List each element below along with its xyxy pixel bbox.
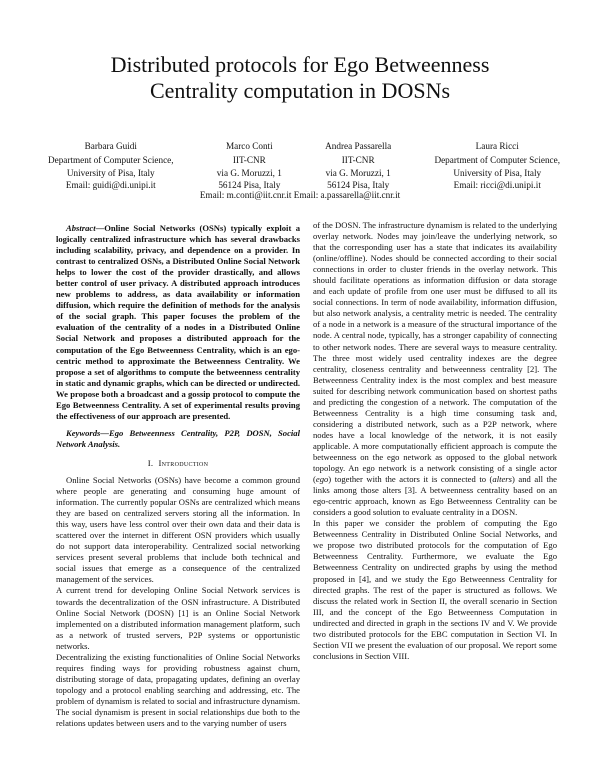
author-affiliation: Department of Computer Science, — [48, 154, 174, 165]
author-address: 56124 Pisa, Italy — [327, 180, 390, 191]
author-affiliation: Department of Computer Science, — [434, 154, 560, 165]
abstract-label: Abstract — [66, 223, 96, 233]
alters-term: alters — [492, 474, 512, 485]
author-institution: University of Pisa, Italy — [453, 167, 542, 178]
author-conti — [217, 140, 282, 192]
intro-paragraph-1: Online Social Networks (OSNs) have become a common ground where people are generating and consuming huge amount of information. The currently popular OSNs are centralized which means they are based on centralized servers storing all the information. In this way, users have less control over their own data and their data is scattered over the internet in different OSN providers which usually do not support data interoperability. Centralized social networking services present several problems that include both technical and social issues that emerge as a consequence of the centralized management of the services. — [56, 474, 300, 585]
section-heading — [56, 458, 300, 469]
right-text-a: of the DOSN. The infrastructure dynamism is related to the underlying overlay network. Nodes may join/leave the underlying network, so that the corresponding user has a state that indicates its availability (online/offline). Nodes should be connected according to their social connections in order to cluster friends in the overlay network. This should facilitate operations as information diffusion or data storage and each update of profile from one user must be diffused to all its social connections. In term of node availability, information diffusion, but also network analysis, a centrality metric is needed. The centrality of a node in a network is a measure of the structural importance of the node. A central node, typically, has a stronger capability of connecting to other network nodes. There are several ways to measure centrality. The three most widely used centrality indexes are the degree centrality, closeness centrality and betweenness centrality [2]. The Betweenness Centrality index is the most complex and best measure suited for describing network communication based on shortest paths and predicting the congestion of a network. The computation of the Betweenness Centrality is a high time consuming task and, considering a distributed network, such as a P2P network, where nodes have a local knowledge of the network, it is not easily applicable. A more computationally efficient approach is compute the betweenness on the ego network as opposed to the global network topology. An ego network is a network consisting of a single actor ( — [313, 220, 557, 485]
intro-paragraph-3: Decentralizing the existing functionalities of Online Social Networks requires finding ways for providing robustness against churn, distributing storage of data, propagating updates, defining an overlay topology and a protocol enabling searching and addressing, etc. The problem of dynamism is related to social and infrastructure dynamism. The social dynamism is present in social relationships due both to the relations updates between users and to the varying number of users — [56, 651, 300, 729]
author-affiliation: IIT-CNR — [341, 154, 375, 165]
title-line-2: Centrality computation in DOSNs — [149, 78, 451, 103]
author-institution: via G. Moruzzi, 1 — [216, 167, 282, 178]
title-line-1: Distributed protocols for Ego Betweenness — [110, 52, 490, 77]
right-paragraph-2: In this paper we consider the problem of computing the Ego Betweenness Centrality in Distributed Online Social Networks, and we propose two distributed protocols for the computation of Ego Betweenness Centrality. Furthermore, we evaluate the Ego Betweenness Centrality on undirected graphs by using the method proposed in [4], and we study the Ego Betweenness Centrality for directed graphs. The rest of the paper is structured as follows. We discuss the related work in Section II, the overall scenario in Section III, and the concept of the Ego Betweenness Computation in undirected and directed in graph in the sections IV and V. We provide two distributed protocols for the EBC computation in Section VI. In Section VII we present the evaluation of our proposal. We report some conclusions in Section VIII. — [313, 518, 557, 661]
abstract-text: —Online Social Networks (OSNs) typically exploit a logically centralized infrastructure which has several drawbacks including scalability, privacy, and dependence on a provider. In contrast to centralized OSNs, a Distributed Online Social Network helps to lower the cost of the provider drastically, and allows better control of user privacy. A distributed approach introduces new problems to address, as data availability or information diffusion, which require the definition of methods for the analysis of the social graph. This paper focuses the problem of the evaluation of the centrality of a nodes in a Distributed Online Social Network and proposes a distributed approach for the computation of the Ego Betweenness Centrality, which is an ego-centric method to approximate the Betweenness Centrality. We propose a set of algorithms to compute the betweenness centrality in static and dynamic graphs, which can be directed or undirected. We propose both a broadcast and a gossip protocol to compute the Ego Betweenness Centrality. A set of experimental results proving the effectiveness of our approach are presented. — [56, 223, 300, 421]
author-institution: via G. Moruzzi, 1 — [325, 167, 391, 178]
right-paragraph-1 — [313, 220, 557, 518]
right-text-b: ) together with the actors it is connected to ( — [328, 474, 493, 485]
section-number: I. — [147, 457, 154, 468]
author-name: Andrea Passarella — [325, 141, 392, 151]
right-text-c: ) and all the links among those alters [3]. A betweenness centrality based on an ego-centric approach, known as Ego Betweenness Centrality can be considers a good solution to evaluate centrality in a DOSN. — [313, 474, 557, 518]
left-column — [56, 223, 300, 729]
author-address: 56124 Pisa, Italy — [218, 180, 281, 191]
author-affiliation: IIT-CNR — [232, 154, 266, 165]
author-email: Email: guidi@di.unipi.it — [65, 180, 156, 191]
abstract — [56, 223, 300, 422]
author-name: Barbara Guidi — [84, 141, 137, 151]
author-guidi — [48, 140, 174, 192]
shared-emails: Email: m.conti@iit.cnr.it Email: a.passarella@iit.cnr.it — [199, 190, 401, 200]
intro-paragraph-2: A current trend for developing Online Social Network services is towards the decentralization of the OSN infrastructure. A Distributed Online Social Network (DOSN) [1] is an Online Social Network implemented on a distributed information management platform, such as a network of trusted servers, P2P systems or opportunistic networks. — [56, 585, 300, 651]
paper-title — [40, 52, 560, 104]
author-passarella — [325, 140, 391, 192]
author-name: Marco Conti — [225, 141, 273, 151]
author-email: Email: ricci@di.unipi.it — [453, 180, 541, 191]
author-institution: University of Pisa, Italy — [66, 167, 155, 178]
author-ricci — [434, 140, 560, 192]
author-name: Laura Ricci — [475, 141, 519, 151]
author-block — [48, 140, 560, 192]
section-title: Introduction — [158, 457, 209, 468]
ego-term: ego — [315, 474, 329, 485]
right-column — [313, 220, 557, 662]
keywords: Keywords—Ego Betweenness Centrality, P2P, DOSN, Social Network Analysis. — [56, 427, 300, 449]
